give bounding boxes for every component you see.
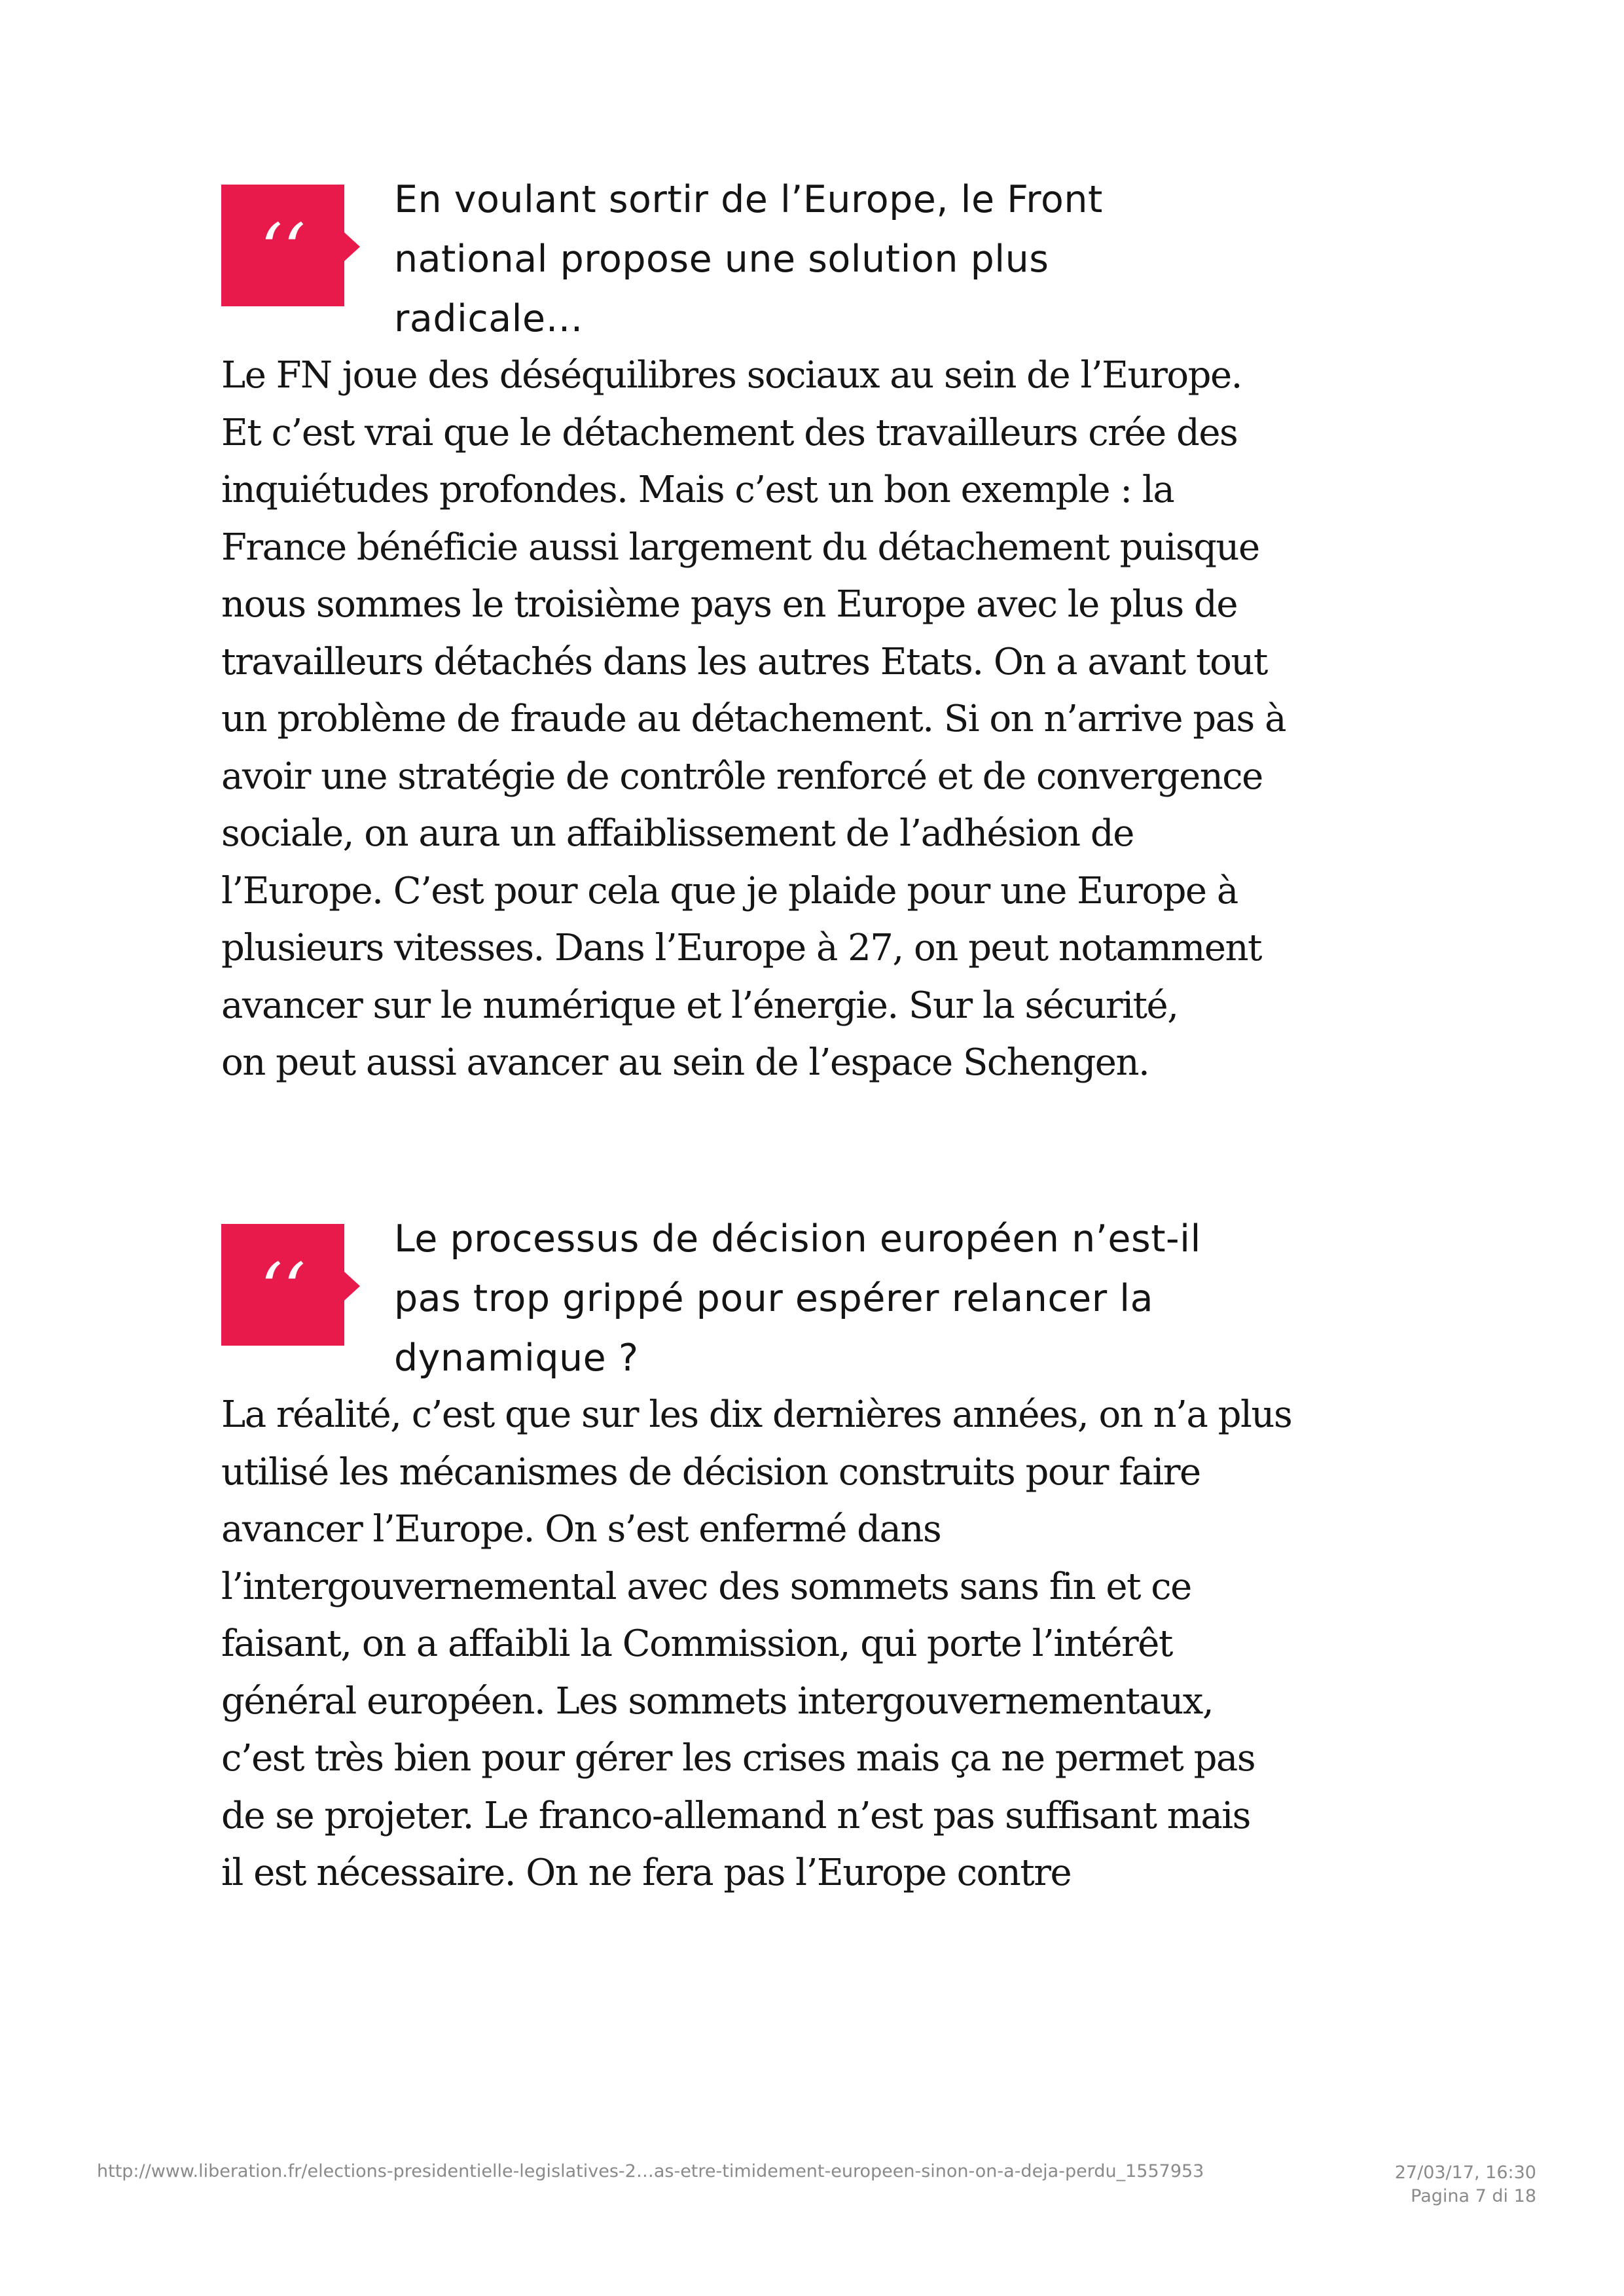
qa-section-2 <box>221 1210 1301 1902</box>
answer-line: l’intergouvernemental avec des sommets sans fin et ce <box>221 1565 1191 1608</box>
answer-line: un problème de fraude au détachement. Si on n’arrive pas à <box>221 698 1286 740</box>
question-line: pas trop grippé pour espérer relancer la <box>394 1277 1154 1320</box>
quote-badge <box>221 1224 344 1346</box>
answer-line: avoir une stratégie de contrôle renforcé et de convergence <box>221 755 1263 798</box>
svg-text:‘‘: ‘‘ <box>260 1247 306 1331</box>
answer-line: travailleurs détachés dans les autres Etats. On a avant tout <box>221 640 1267 683</box>
answer-line: général européen. Les sommets intergouvernementaux, <box>221 1679 1214 1723</box>
question-heading <box>394 170 1297 349</box>
print-datetime: 27/03/17, 16:30 <box>1394 2162 1536 2183</box>
quote-icon <box>221 1224 344 1346</box>
answer-line: avancer sur le numérique et l’énergie. Sur la sécurité, <box>221 984 1178 1027</box>
answer-line: La réalité, c’est que sur les dix dernières années, on n’a plus <box>221 1393 1292 1436</box>
page-number: Pagina 7 di 18 <box>1411 2186 1536 2206</box>
question-row <box>221 170 1301 347</box>
answer-line: Et c’est vrai que le détachement des travailleurs crée des <box>221 411 1238 454</box>
answer-line: utilisé les mécanismes de décision construits pour faire <box>221 1450 1200 1494</box>
answer-line: on peut aussi avancer au sein de l’espace Schengen. <box>221 1041 1149 1084</box>
answer-line: c’est très bien pour gérer les crises mais ça ne permet pas <box>221 1737 1255 1780</box>
source-url-link[interactable]: http://www.liberation.fr/elections-presidentielle-legislatives-2…as-etre-timidement-europeen-sinon-on-a-deja-perdu_1557953 <box>97 2161 1204 2181</box>
quote-badge <box>221 185 344 306</box>
question-heading <box>394 1210 1297 1388</box>
answer-line: nous sommes le troisième pays en Europe avec le plus de <box>221 583 1237 626</box>
question-line: En voulant sortir de l’Europe, le Front <box>394 178 1103 221</box>
answer-line: sociale, on aura un affaiblissement de l’adhésion de <box>221 812 1134 855</box>
answer-line: faisant, on a affaibli la Commission, qui porte l’intérêt <box>221 1623 1172 1665</box>
question-line: national propose une solution plus <box>394 238 1049 281</box>
answer-line: avancer l’Europe. On s’est enfermé dans <box>221 1508 941 1551</box>
footer-meta <box>1395 2161 1536 2208</box>
question-line: radicale… <box>394 297 584 340</box>
question-line: dynamique ? <box>394 1336 639 1380</box>
qa-section-1 <box>221 170 1301 1092</box>
answer-line: de se projeter. Le franco-allemand n’est pas suffisant mais <box>221 1794 1250 1837</box>
answer-paragraph <box>221 347 1301 1092</box>
answer-line: l’Europe. C’est pour cela que je plaide pour une Europe à <box>221 869 1238 912</box>
answer-line: France bénéficie aussi largement du détachement puisque <box>221 526 1259 569</box>
answer-line: plusieurs vitesses. Dans l’Europe à 27, on peut notamment <box>221 927 1262 969</box>
svg-text:‘‘: ‘‘ <box>260 208 306 292</box>
quote-icon <box>221 185 344 306</box>
answer-line: Le FN joue des déséquilibres sociaux au sein de l’Europe. <box>221 354 1242 397</box>
question-row <box>221 1210 1301 1386</box>
answer-line: inquiétudes profondes. Mais c’est un bon exemple : la <box>221 469 1174 511</box>
question-line: Le processus de décision européen n’est-il <box>394 1217 1201 1261</box>
answer-line: il est nécessaire. On ne fera pas l’Europe contre <box>221 1852 1072 1894</box>
answer-paragraph <box>221 1386 1301 1902</box>
